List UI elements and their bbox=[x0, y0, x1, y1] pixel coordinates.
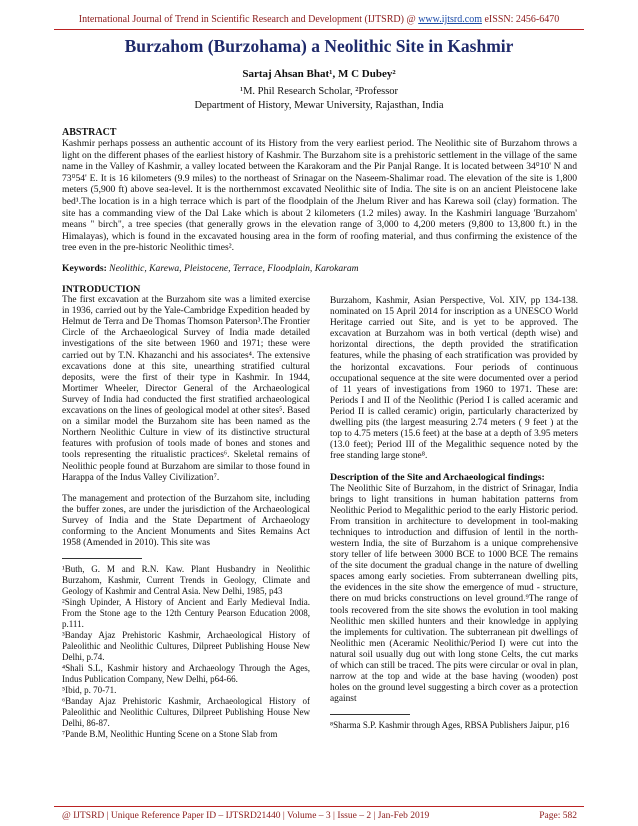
paper-authors: Sartaj Ahsan Bhat¹, M C Dubey² bbox=[242, 68, 396, 80]
page-footer bbox=[62, 811, 577, 821]
footer-reference: @ IJTSRD | Unique Reference Paper ID – IJTSRD21440 | Volume – 3 | Issue – 2 | Jan-Feb 2019 bbox=[62, 811, 430, 821]
introduction-paragraph-1: The first excavation at the Burzahom site was a limited exercise in 1936, carried out by the Yale-Cambridge Expedition headed by Helmut de Terra and De Thomas Thomson Paterson³.The Frontier Circle of the Archaeological Survey of India made detailed investigations of the site between 1960 and 1971; these were carried out by T.N. Khazanchi and his associates⁴. The extensive excavations done at this site, unearthing stratified cultural deposits, were the first of their type in Kashmir. In 1944, Mortimer Wheeler, Director General of the Archaeological Survey of India had conducted the first stratified archaeological excavations on the lines of geological model at other sites⁵. Based on a similar model the Burzahom site has been named as the Northern Neolithic Culture in view of its distinctive structural features with profusion of tools made of bones and stones and tools representing the ritualistic practices⁶. Skeletal remains of Neolithic people found at Burzahom are similar to those found in Harappa of the Indus Valley Civilization⁷. bbox=[62, 295, 310, 483]
footnote-divider bbox=[330, 714, 410, 715]
keywords-list: Neolithic, Karewa, Pleistocene, Terrace, Floodplain, Karokaram bbox=[109, 263, 359, 274]
footnote: ⁶Banday Ajaz Prehistoric Kashmir, Archaeological History of Paleolithic and Neolithic Cultures, Dilpreet Publishing House New Delhi, 86-87. bbox=[62, 696, 310, 729]
keywords bbox=[62, 263, 577, 274]
footnote: ³Banday Ajaz Prehistoric Kashmir, Archaeological History of Paleolithic and Neolithic Cultures, Dilpreet Publishing House New Delhi, p.74. bbox=[62, 630, 310, 663]
author-roles: ¹M. Phil Research Scholar, ²Professor bbox=[239, 86, 399, 97]
footnote: ⁷Pande B.M, Neolithic Hunting Scene on a Stone Slab from bbox=[62, 729, 278, 740]
author-department: Department of History, Mewar University, Rajasthan, India bbox=[194, 100, 444, 111]
footnote: ⁸Sharma S.P. Kashmir through Ages, RBSA Publishers Jaipur, p16 bbox=[330, 720, 570, 731]
introduction-heading: INTRODUCTION bbox=[62, 284, 141, 295]
journal-website-link[interactable]: www.ijtsrd.com bbox=[418, 14, 482, 25]
footnote: ⁵Ibid, p. 70-71. bbox=[62, 685, 117, 696]
right-paragraph-2: The Neolithic Site of Burzahom, in the district of Srinagar, India brings to light transitions in human habitation patterns from Neolithic Period to Megalithic period to the early Historic period. From transition in architecture to development in tool-making techniques to introduction and diffusion of lentil in the north-western India, the site of Burzahom is a unique comprehensive story teller of life between 3000 BCE to 1000 BCE The remains of the site document the gradual change in the nature of dwelling spaces among early societies. From subterranean dwelling pits, the evidences in the site show the emergence of mud - structure, there on mud bricks constructions on level ground.⁹The range of tools recovered from the site shows the evolution in tool making Neolithic men skilled hunters and their knowledge in applying the implements for cultivation. The subterranean pit dwellings of Neolithic men (Aceramic Neolithic/Period I) were cut into the natural soil usually dug out with long stone Celts, the cut marks of which can still be traced. The pits were circular or oval in plan, narrow at the top and wide at the base having (wooden) post holes on the ground level suggesting a birch cover as a protection against bbox=[330, 483, 578, 705]
keywords-label: Keywords: bbox=[62, 263, 107, 274]
journal-name: International Journal of Trend in Scientific Research and Development (IJTSRD) @ bbox=[78, 14, 416, 25]
right-paragraph-1: Burzahom, Kashmir, Asian Perspective, Vol. XIV, pp 134-138. nominated on 15 April 2014 for inscription as a UNESCO World Heritage carried out Site, and is yet to be approved. The excavation at Burzahom was in both vertical (depth wise) and horizontal directions, the depth provided the stratification features, while the phasing of each stratification was provided by the horizontal excavations. Four periods of continuous occupational sequence at the site were documented over a period of 11 years of investigations from 1960 to 1971. These are: Periods I and II of the Neolithic (Period I is called aceramic and Period II is called ceramic) origin, particularly characterized by dwelling pits (the largest measuring 2.74 meters ( 9 feet ) at the top to 4.75 meters (15.6 feet) at the base at a depth of 3.95 meters (13.0 feet); Period III of the Megalithic sequence noted by the free standing large stone⁸. bbox=[330, 296, 578, 462]
footnote: ²Singh Upinder, A History of Ancient and Early Medieval India. From the Stone age to the 12th Century Pearson Education 2008, p.111. bbox=[62, 597, 310, 630]
right-column bbox=[330, 296, 578, 731]
header-divider bbox=[54, 29, 584, 30]
abstract-heading: ABSTRACT bbox=[62, 127, 117, 138]
journal-issn: eISSN: 2456-6470 bbox=[484, 14, 560, 25]
site-description-heading: Description of the Site and Archaeological findings: bbox=[330, 472, 545, 484]
paper-title: Burzahom (Burzohama) a Neolithic Site in Kashmir bbox=[124, 36, 514, 56]
left-footnotes bbox=[62, 564, 310, 740]
journal-header bbox=[0, 14, 638, 25]
abstract-text: Kashmir perhaps possess an authentic account of its History from the very earliest period. The Neolithic site of Burzahom throws a light on the different phases of the earliest history of Kashmir. The Burzahom site is a prehistoric settlement in the village of the same name in the Valley of Kashmir, a valley located between the Karakoram and the Pir Panjal Range. It is located between 34⁰10' N and 73⁰54' E. It is 16 kilometers (9.9 miles) to the northeast of Srinagar on the Naseem-Shalimar road. The elevation of the site is 1,800 meters (5,900 ft) above sea-level. It is the northernmost excavated Neolithic site of India. The site is on an ancient Pleistocene lake bed¹.The location is in a high terrace which is part of the floodplain of the Jhelum River and has Karewa soil (clay) formation. The site has a commanding view of the Dal Lake which is about 2 kilometers (1.2 miles) away. In the Kashmiri language 'Burzahom' means " birch", a tree species (that generally grows in the elevation range of 3,000 to 4,200 meters (9,800 to 13,800 ft.) in the Himalayas), which is found in the excavated housing area in the form of roofing material, and thus confirming the existence of the tree even in the pre-historic Neolithic times². bbox=[62, 138, 577, 254]
right-footnotes bbox=[330, 720, 578, 731]
footnote-divider bbox=[62, 558, 142, 559]
footnote: ⁴Shali S.L, Kashmir history and Archaeology Through the Ages, Indus Publication Company, New Delhi, p64-66. bbox=[62, 663, 310, 685]
footnote: ¹Buth, G. M and R.N. Kaw. Plant Husbandry in Neolithic Burzahom, Kashmir, Current Trends in Geology, Climate and Geology of Kashmir and Central Asia. New Delhi, 1985, p43 bbox=[62, 564, 310, 597]
page-number: Page: 582 bbox=[539, 811, 577, 821]
introduction-paragraph-2: The management and protection of the Burzahom site, including the buffer zones, are under the jurisdiction of the Archaeological Survey of India and the State Department of Archaeology conforming to the Ancient Monuments and Sites Remains Act 1958 (Amended in 2010). This site was bbox=[62, 493, 310, 549]
left-column bbox=[62, 284, 310, 740]
footer-divider bbox=[54, 806, 584, 807]
